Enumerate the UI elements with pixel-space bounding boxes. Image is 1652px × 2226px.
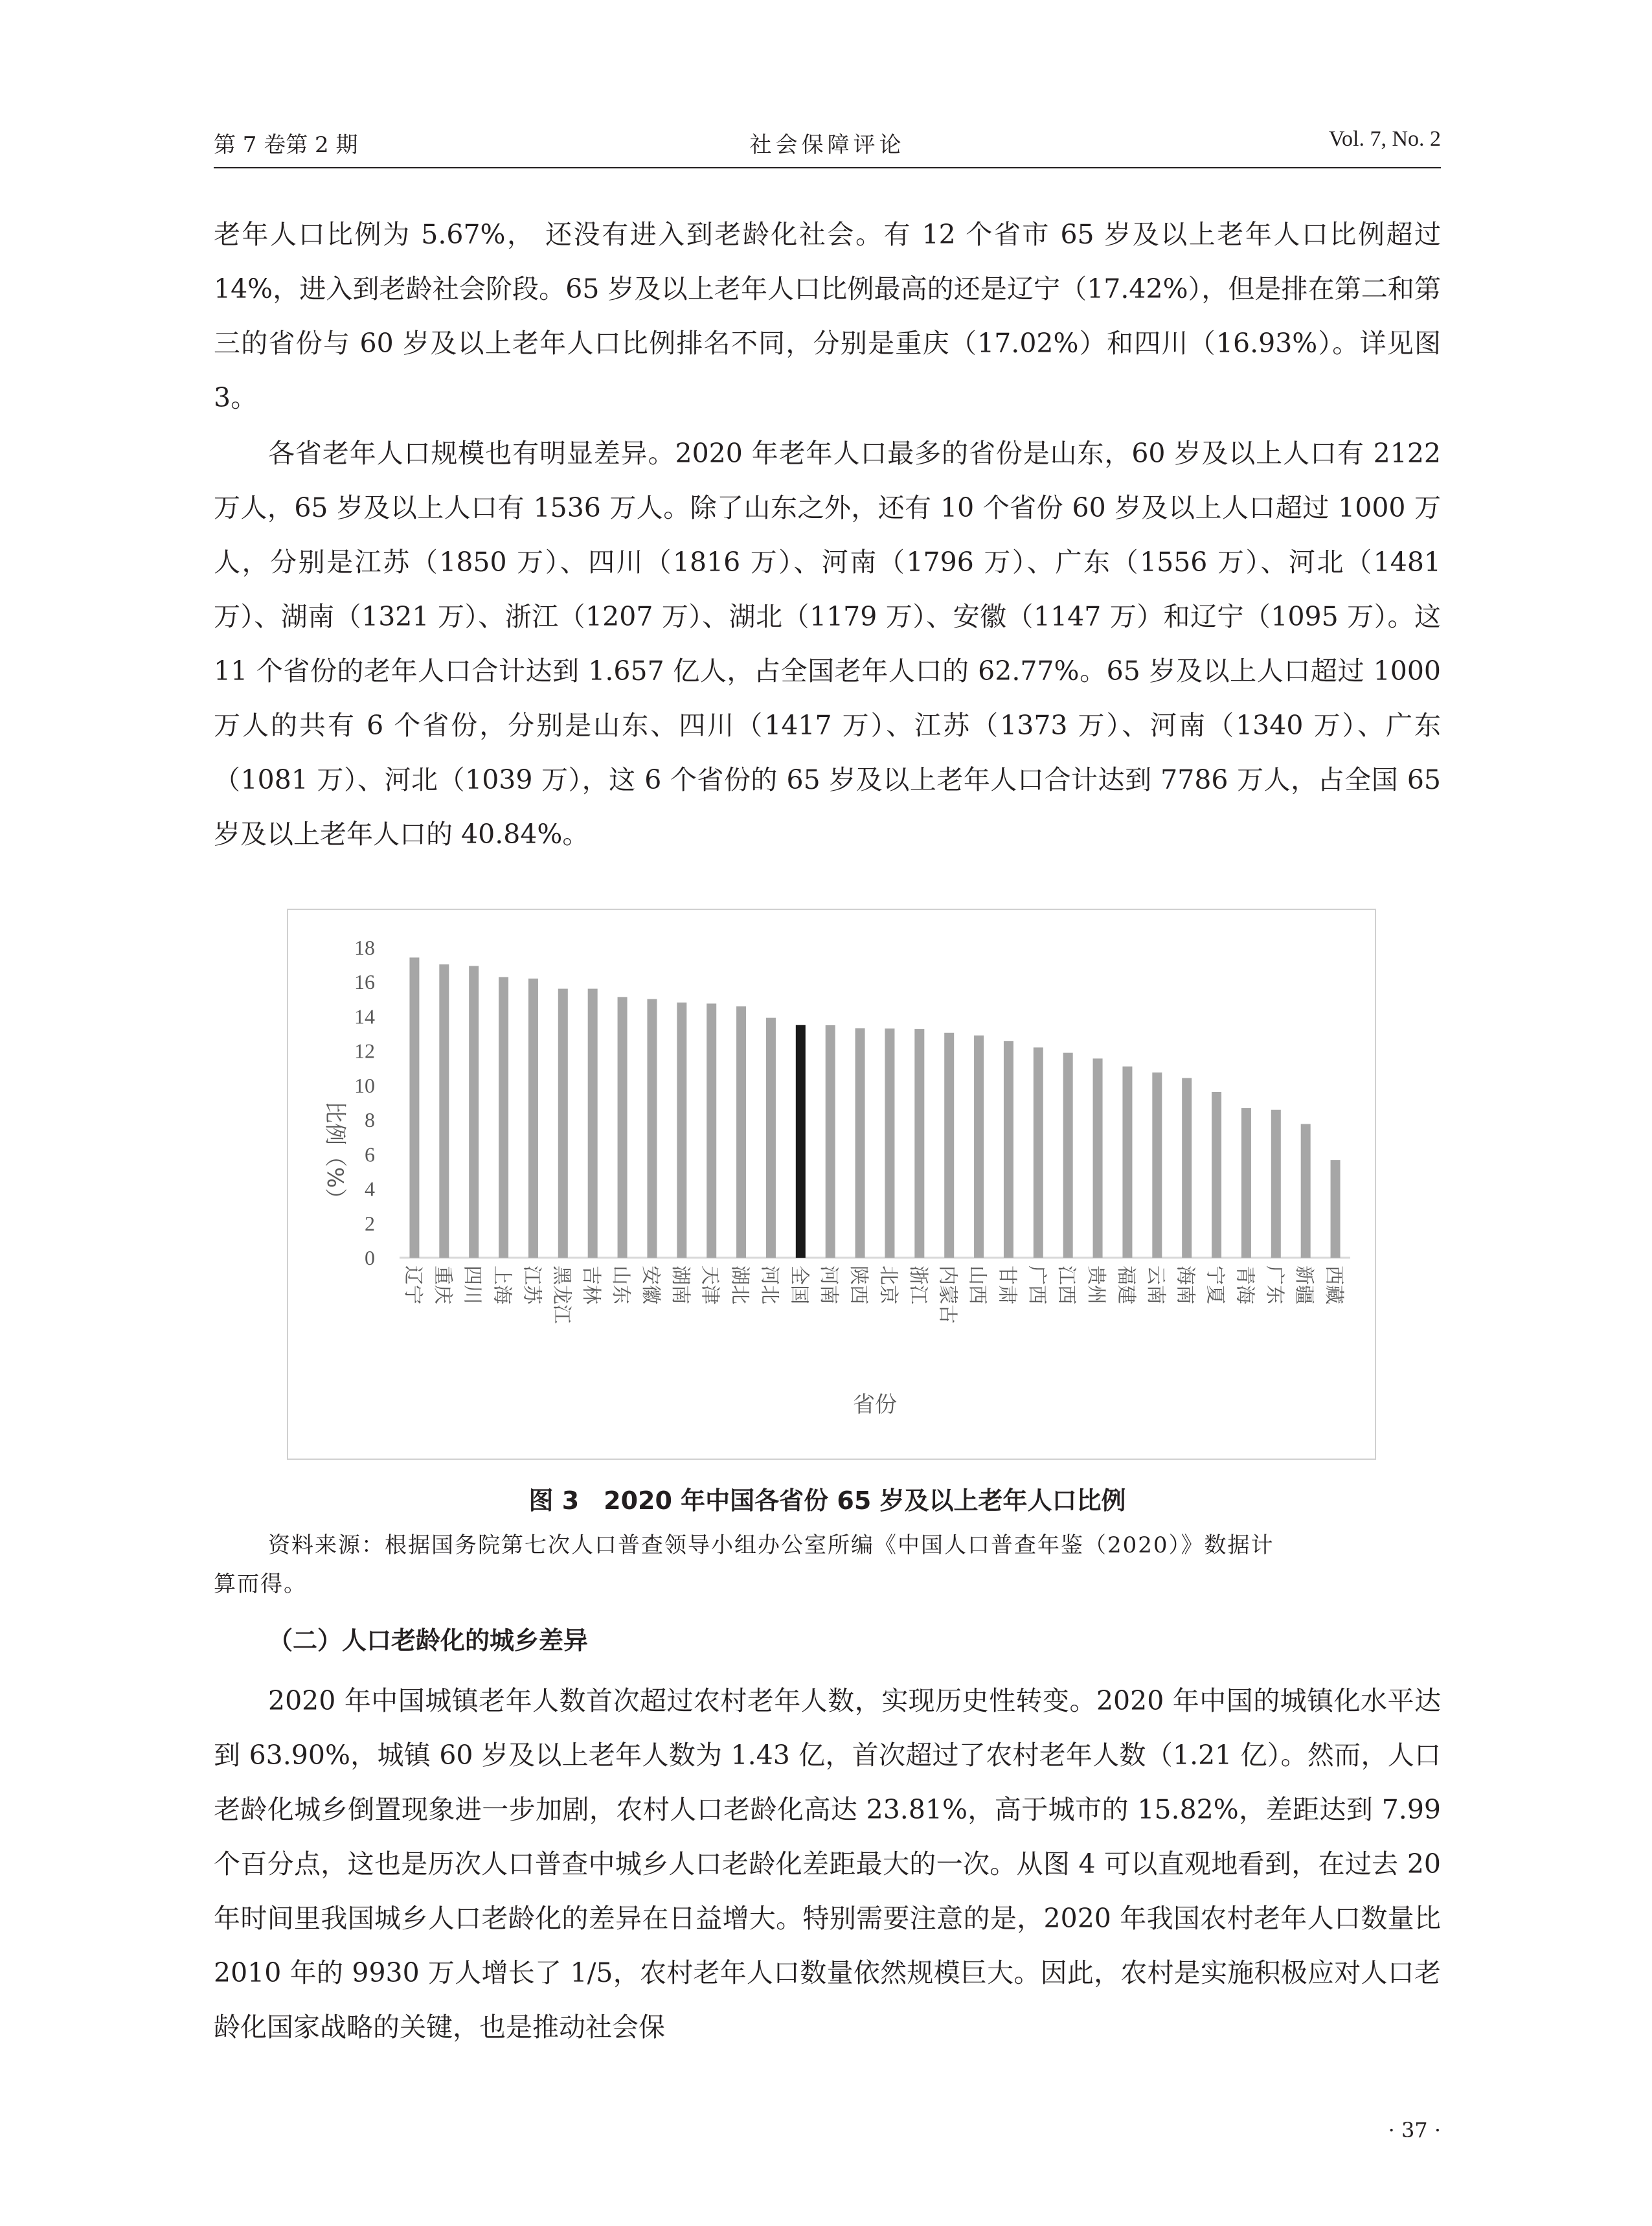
x-tick-label: 北京 xyxy=(876,1266,900,1304)
bar xyxy=(588,989,598,1258)
y-tick-label: 4 xyxy=(365,1177,375,1201)
header-rule xyxy=(214,167,1441,168)
x-tick-label: 黑龙江 xyxy=(550,1266,573,1324)
bar xyxy=(528,979,538,1258)
y-tick-label: 16 xyxy=(354,970,375,994)
bar xyxy=(618,997,628,1258)
bar xyxy=(1212,1092,1221,1258)
x-tick-label: 广东 xyxy=(1263,1266,1286,1304)
bar xyxy=(558,989,568,1258)
x-tick-label: 新疆 xyxy=(1293,1266,1316,1304)
x-tick-label: 青海 xyxy=(1233,1266,1256,1304)
bar xyxy=(736,1006,746,1258)
figure-source-line-2: 算而得。 xyxy=(214,1571,307,1597)
bar xyxy=(766,1018,776,1258)
bar xyxy=(409,957,419,1258)
bar xyxy=(1301,1124,1311,1258)
bar xyxy=(1034,1047,1043,1258)
header-volume-issue: 第 7 卷第 2 期 xyxy=(214,132,358,158)
x-tick-label: 湖南 xyxy=(668,1266,692,1304)
y-axis-label-text: 比例（%） xyxy=(322,1101,348,1210)
header-journal-title: 社会保障评论 xyxy=(749,132,905,158)
bar xyxy=(1093,1058,1103,1258)
bar xyxy=(1271,1110,1281,1258)
x-tick-label: 陕西 xyxy=(847,1266,870,1304)
bar xyxy=(1241,1108,1251,1258)
x-axis-label: 省份 xyxy=(853,1392,897,1418)
x-tick-label: 河北 xyxy=(758,1266,781,1304)
figure-source-line-1: 资料来源：根据国务院第七次人口普查领导小组办公室所编《中国人口普查年鉴（2020）》数据计 xyxy=(268,1532,1274,1558)
x-tick-label: 甘肃 xyxy=(995,1266,1019,1304)
bar xyxy=(1152,1073,1162,1258)
x-tick-label: 重庆 xyxy=(431,1266,454,1304)
header-volume-issue-en: Vol. 7, No. 2 xyxy=(1328,127,1441,151)
x-tick-label: 云南 xyxy=(1144,1266,1167,1304)
x-tick-label: 湖北 xyxy=(728,1266,751,1304)
section-heading: （二）人口老龄化的城乡差异 xyxy=(268,1626,589,1655)
y-tick-label: 14 xyxy=(354,1005,375,1028)
x-tick-label: 四川 xyxy=(460,1266,484,1304)
bar xyxy=(885,1028,894,1258)
bar-national xyxy=(796,1025,806,1258)
y-tick-label: 2 xyxy=(365,1211,375,1235)
x-tick-label: 西藏 xyxy=(1322,1266,1346,1304)
body-paragraph-1: 老年人口比例为 5.67%， 还没有进入到老龄化社会。有 12 个省市 65 岁及以上老年人口比例超过 14%，进入到老龄社会阶段。65 岁及以上老年人口比例最高的还是辽宁（17.42%），但是排在第二和第三的省份与 60 岁及以上老年人口比例排名不同，分别是重庆（17.02%）和四川（16.93%）。详见图 3。 xyxy=(214,219,1441,413)
bar xyxy=(1182,1078,1192,1258)
bar xyxy=(974,1036,984,1258)
bar xyxy=(1331,1160,1341,1258)
y-tick-label: 0 xyxy=(365,1246,375,1269)
bar xyxy=(647,999,657,1258)
figure-caption: 图 3 2020 年中国各省份 65 岁及以上老年人口比例 xyxy=(528,1486,1126,1515)
x-tick-label: 天津 xyxy=(698,1266,721,1304)
bar xyxy=(944,1033,954,1258)
bar xyxy=(707,1003,716,1258)
body-paragraph-3: 2020 年中国城镇老年人数首次超过农村老年人数，实现历史性转变。2020 年中国的城镇化水平达到 63.90%，城镇 60 岁及以上老年人数为 1.43 亿，首次超过了农村老年人数（1.21 亿）。然而，人口老龄化城乡倒置现象进一步加剧，农村人口老龄化高达 23.81%，高于城市的 15.82%，差距达到 7.99 个百分点，这也是历次人口普查中城乡人口老龄化差距最大的一次。从图 4 可以直观地看到，在过去 20 年时间里我国城乡人口老龄化的差异在日益增大。特别需要注意的是，2020 年我国农村老年人口数量比 2010 年的 9930 万人增长了 1/5，农村老年人口数量依然规模巨大。因此，农村是实施积极应对人口老龄化国家战略的关键，也是推动社会保 xyxy=(214,1685,1441,2043)
page-number: · 37 · xyxy=(1388,2118,1441,2142)
y-tick-label: 6 xyxy=(365,1142,375,1166)
bar xyxy=(1063,1053,1073,1258)
x-tick-label: 贵州 xyxy=(1085,1266,1108,1304)
x-tick-label: 江西 xyxy=(1055,1266,1078,1304)
x-tick-label: 河南 xyxy=(817,1266,841,1304)
x-tick-label: 内蒙古 xyxy=(936,1266,959,1324)
bar xyxy=(677,1003,686,1258)
x-tick-label: 辽宁 xyxy=(401,1266,424,1304)
y-tick-label: 10 xyxy=(354,1073,375,1097)
x-tick-label: 安徽 xyxy=(639,1266,662,1304)
y-axis-label xyxy=(302,1101,348,1218)
bar xyxy=(1122,1067,1132,1258)
bar xyxy=(855,1028,865,1258)
bar xyxy=(499,977,508,1258)
bar xyxy=(826,1025,835,1258)
x-tick-label: 全国 xyxy=(787,1266,811,1304)
running-header xyxy=(214,127,1441,166)
x-tick-label: 浙江 xyxy=(906,1266,929,1304)
bar xyxy=(914,1029,924,1258)
bar xyxy=(1004,1041,1013,1258)
x-tick-label: 山西 xyxy=(966,1266,989,1304)
x-tick-label: 广西 xyxy=(1025,1266,1048,1304)
y-tick-label: 8 xyxy=(365,1108,375,1132)
bar xyxy=(439,964,449,1258)
figure-3-chart xyxy=(287,909,1376,1460)
x-tick-label: 江苏 xyxy=(520,1266,543,1304)
x-tick-label: 山东 xyxy=(609,1266,633,1304)
x-tick-label: 福建 xyxy=(1114,1266,1137,1304)
x-tick-label: 吉林 xyxy=(580,1266,603,1304)
y-tick-label: 18 xyxy=(354,936,375,959)
x-tick-label: 海南 xyxy=(1173,1266,1197,1304)
x-tick-label: 上海 xyxy=(490,1266,514,1304)
y-tick-label: 12 xyxy=(354,1039,375,1063)
x-tick-label: 宁夏 xyxy=(1203,1266,1227,1304)
body-paragraph-2: 各省老年人口规模也有明显差异。2020 年老年人口最多的省份是山东，60 岁及以上人口有 2122 万人，65 岁及以上人口有 1536 万人。除了山东之外，还有 10 个省份 60 岁及以上人口超过 1000 万人，分别是江苏（1850 万）、四川（1816 万）、河南（1796 万）、广东（1556 万）、河北（1481 万）、湖南（1321 万）、浙江（1207 万）、湖北（1179 万）、安徽（1147 万）和辽宁（1095 万）。这 11 个省份的老年人口合计达到 1.657 亿人，占全国老年人口的 62.77%。65 岁及以上人口超过 1000 万人的共有 6 个省份，分别是山东、四川（1417 万）、江苏（1373 万）、河南（1340 万）、广东（1081 万）、河北（1039 万），这 6 个省份的 65 岁及以上老年人口合计达到 7786 万人，占全国 65 岁及以上老年人口的 40.84%。 xyxy=(214,438,1441,850)
bar-chart xyxy=(288,910,1375,1459)
bar xyxy=(469,966,479,1258)
